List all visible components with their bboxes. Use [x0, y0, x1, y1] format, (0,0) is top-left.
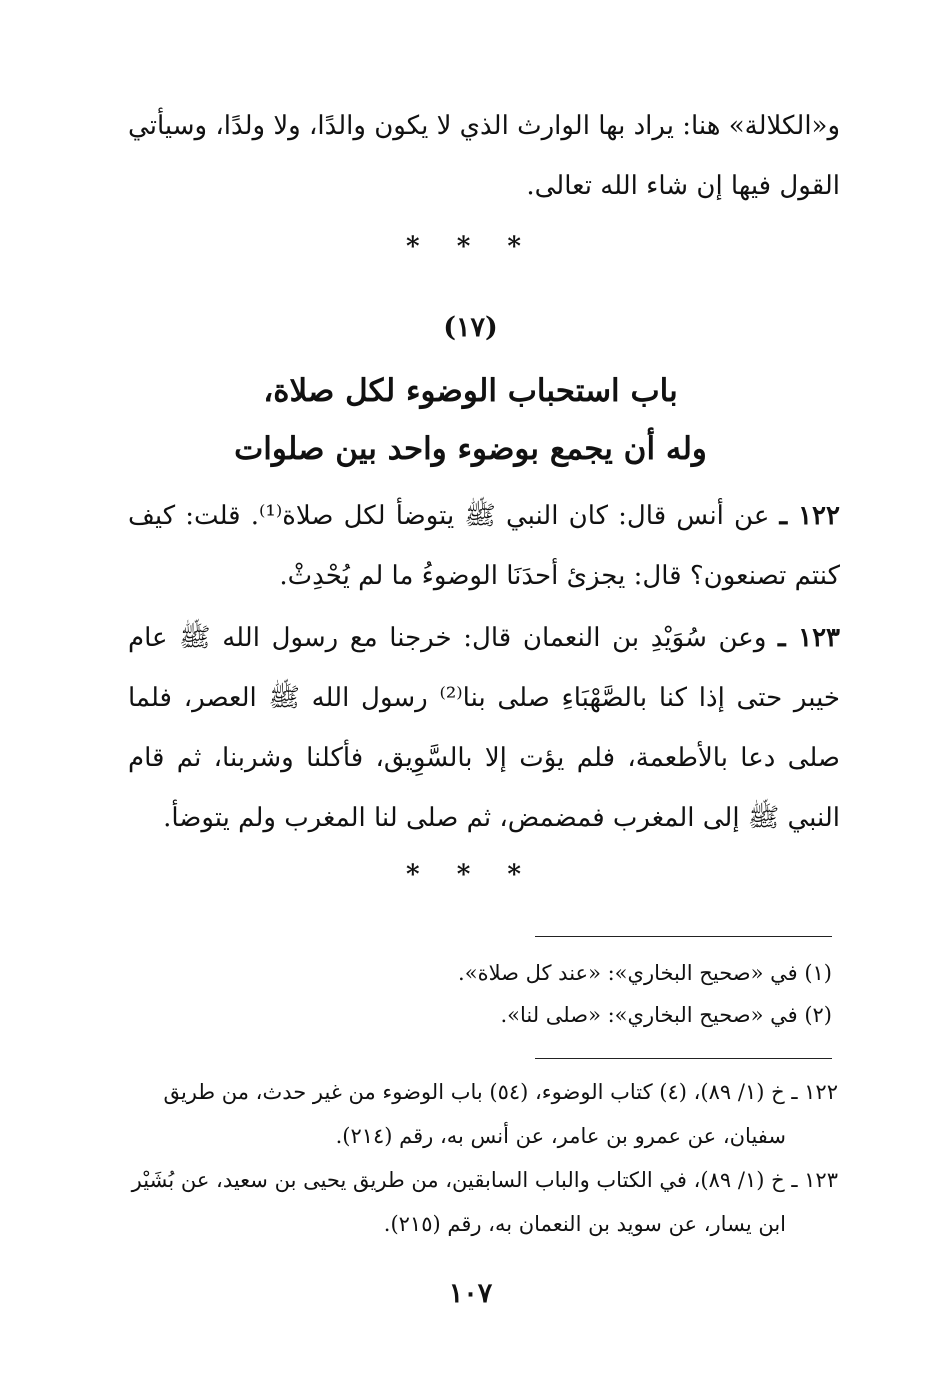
hadith-number: ١٢٢ ـ	[779, 501, 840, 531]
chapter-title	[0, 362, 941, 478]
source-notes	[128, 1070, 838, 1246]
intro-line-1: و«الكلالة» هنا: يراد بها الوارث الذي لا يكون والدًا، ولا ولدًا، وسيأتي	[128, 111, 840, 141]
chapter-number: (١٧)	[443, 312, 498, 343]
intro-paragraph	[128, 96, 840, 216]
source-note-122-line-1: ١٢٢ ـ خ (١/ ٨٩)، (٤) كتاب الوضوء، (٥٤) باب الوضوء من غير حدث، من طريق	[163, 1080, 838, 1104]
hadith-122	[128, 486, 840, 606]
hadith-text: وعن سُوَيْدِ بن النعمان قال: خرجنا مع رسول الله ﷺ عام خيبر حتى إذا كنا بالصَّهْبَاءِ صلى بنا⁽²⁾ رسول الله ﷺ العصر، فلما صلى دعا بالأطعمة، فلم يؤت إلا بالسَّوِيق، فأكلنا وشربنا، ثم قام النبي ﷺ إلى المغرب فمضمض، ثم صلى لنا المغرب ولم يتوضأ.	[128, 623, 841, 833]
page-number: ١٠٧	[448, 1278, 493, 1309]
footnote-divider	[535, 936, 832, 937]
footnote-2: (٢) في «صحيح البخاري»: «صلى لنا».	[500, 1003, 832, 1027]
hadith-123	[128, 608, 840, 848]
footnote-1: (١) في «صحيح البخاري»: «عند كل صلاة».	[458, 961, 832, 985]
source-note-123-line-1: ١٢٣ ـ خ (١/ ٨٩)، في الكتاب والباب السابقين، من طريق يحيى بن سعيد، عن بُشَيْر	[131, 1168, 838, 1192]
source-note-122-line-2: سفيان، عن عمرو بن عامر، عن أنس به، رقم (٢١٤).	[335, 1124, 786, 1148]
footnotes	[300, 952, 832, 1036]
hadith-number: ١٢٣ ـ	[778, 623, 841, 653]
source-note-123-line-2: ابن يسار، عن سويد بن النعمان به، رقم (٢١٥).	[383, 1212, 786, 1236]
chapter-title-line-1: باب استحباب الوضوء لكل صلاة،	[263, 373, 678, 409]
hadith-text: عن أنس قال: كان النبي ﷺ يتوضأ لكل صلاة⁽¹⁾. قلت: كيف كنتم تصنعون؟ قال: يجزئ أحدَنَا الوضوءُ ما لم يُحْدِثْ.	[128, 501, 840, 591]
source-notes-divider	[535, 1058, 832, 1059]
section-separator-top: * * *	[406, 232, 535, 262]
intro-line-2: القول فيها إن شاء الله تعالى.	[526, 171, 840, 201]
chapter-title-line-2: وله أن يجمع بوضوء واحد بين صلوات	[234, 431, 707, 467]
section-separator-bottom: * * *	[406, 860, 535, 890]
